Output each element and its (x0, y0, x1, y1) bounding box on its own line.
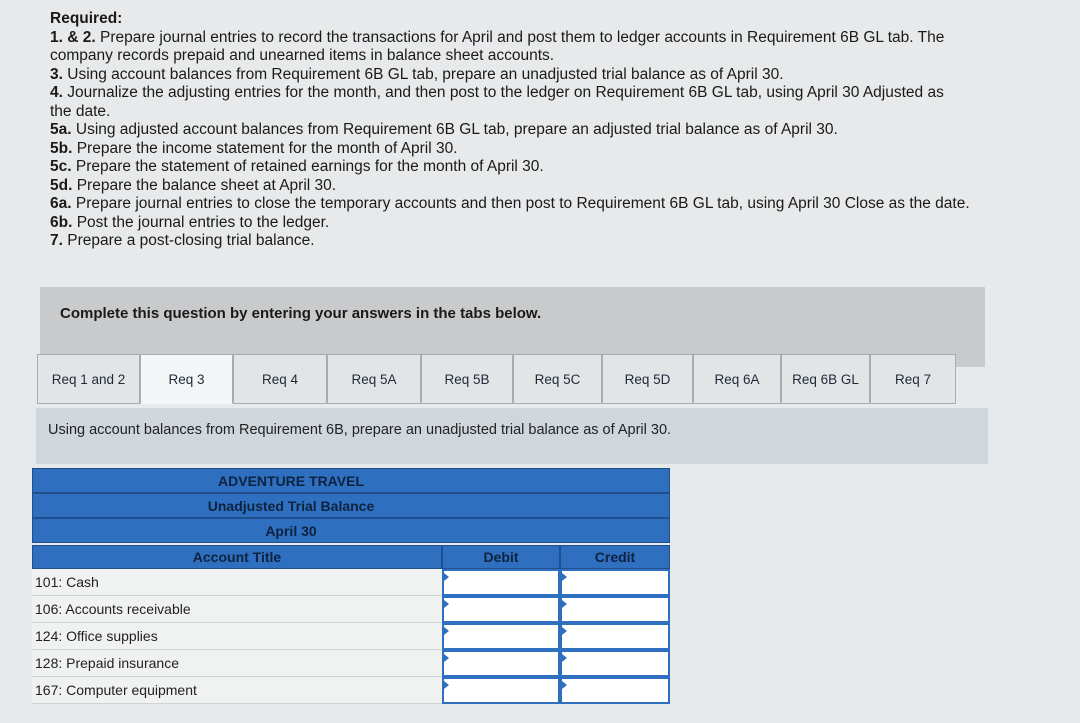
column-header-debit-label: Debit (483, 549, 519, 565)
requirement-text: Using account balances from Requirement 6B GL tab, prepare an unadjusted trial balance as of April 30. (62, 65, 784, 83)
cell-marker-icon (562, 600, 567, 608)
instruction-band (36, 408, 988, 464)
requirement-number: 5d. (50, 176, 73, 194)
tab-req-5a[interactable] (327, 354, 421, 404)
requirement-text: company records prepaid and unearned items in balance sheet accounts. (50, 47, 555, 64)
credit-input[interactable] (560, 650, 670, 677)
tab-label: Req 5C (534, 371, 581, 387)
table-row (32, 596, 670, 623)
account-title-cell: 124: Office supplies (32, 623, 442, 650)
tab-label: Req 5A (351, 371, 397, 387)
requirement-number: 6b. (50, 213, 73, 231)
debit-input[interactable] (442, 596, 560, 623)
tab-req-6b-gl[interactable] (781, 354, 870, 404)
account-title-cell: 128: Prepaid insurance (32, 650, 442, 677)
cell-marker-icon (562, 627, 567, 635)
tab-label: Req 3 (168, 371, 205, 387)
tab-req-4[interactable] (233, 354, 327, 404)
requirement-number: 1. & 2. (50, 28, 96, 46)
requirement-text: the date. (50, 102, 111, 120)
requirement-line (50, 66, 1060, 85)
column-header-debit (442, 545, 560, 569)
instruction-text: Using account balances from Requirement 6B, prepare an unadjusted trial balance as of April 30. (48, 422, 672, 438)
requirement-number: 6a. (50, 195, 72, 212)
column-header-credit-label: Credit (594, 549, 636, 565)
debit-input[interactable] (442, 569, 560, 596)
requirement-line (50, 214, 1060, 233)
company-name-row (32, 468, 670, 493)
requirement-text: Prepare the income statement for the month of April 30. (72, 139, 458, 157)
requirement-line (50, 29, 1060, 48)
tab-label: Req 1 and 2 (51, 371, 126, 387)
requirement-number: 3. (50, 65, 63, 83)
requirement-number: 4. (50, 84, 63, 101)
debit-input[interactable] (442, 650, 560, 677)
tab-req-1-and-2[interactable] (37, 354, 140, 404)
tab-req-5b[interactable] (421, 354, 513, 404)
requirement-number: 5c. (50, 158, 72, 175)
requirement-line (50, 140, 1060, 159)
statement-date: April 30 (265, 522, 317, 539)
credit-input[interactable] (560, 596, 670, 623)
tab-req-5c[interactable] (513, 354, 602, 404)
tab-label: Req 7 (894, 371, 932, 387)
requirement-text: Prepare the balance sheet at April 30. (72, 176, 337, 194)
requirement-line (50, 177, 1060, 196)
panel-heading: Complete this question by entering your answers in the tabs below. (60, 305, 542, 322)
required-title: Required: (50, 10, 123, 27)
column-header-account-label: Account Title (192, 549, 282, 565)
debit-input[interactable] (442, 677, 560, 704)
tab-label: Req 5D (624, 371, 671, 387)
requirements-text (50, 10, 1060, 251)
cell-marker-icon (444, 600, 449, 608)
cell-marker-icon (562, 681, 567, 689)
requirement-text: Prepare a post-closing trial balance. (62, 232, 315, 249)
requirement-text: Prepare journal entries to record the transactions for April and post them to ledger accounts in Requirement 6B GL tab. The (95, 28, 945, 46)
table-row (32, 650, 670, 677)
tab-label: Req 5B (444, 371, 490, 387)
cell-marker-icon (444, 654, 449, 662)
credit-input[interactable] (560, 623, 670, 650)
requirement-number: 5b. (50, 139, 73, 157)
requirement-text: Post the journal entries to the ledger. (72, 213, 330, 231)
statement-title-row (32, 493, 670, 518)
table-row (32, 623, 670, 650)
credit-input[interactable] (560, 677, 670, 704)
tab-req-5d[interactable] (602, 354, 693, 404)
cell-marker-icon (562, 654, 567, 662)
cell-marker-icon (444, 573, 449, 581)
requirement-text: Prepare journal entries to close the temporary accounts and then post to Requirement 6B GL tab, using April 30 Close as the date. (71, 195, 970, 212)
statement-date-row (32, 518, 670, 543)
tab-req-7[interactable] (870, 354, 956, 404)
statement-title: Unadjusted Trial Balance (207, 497, 375, 514)
credit-input[interactable] (560, 569, 670, 596)
requirement-line (50, 84, 1060, 103)
tab-label: Req 4 (261, 371, 299, 387)
column-header-account (32, 545, 442, 569)
table-row (32, 677, 670, 704)
tab-req-6a[interactable] (693, 354, 781, 404)
requirement-line (50, 158, 1060, 177)
account-title-cell: 101: Cash (32, 569, 442, 596)
requirement-line (50, 121, 1060, 140)
account-title-cell: 106: Accounts receivable (32, 596, 442, 623)
cell-marker-icon (562, 573, 567, 581)
tab-req-3[interactable] (140, 354, 233, 404)
requirements-list (50, 29, 1060, 251)
requirement-text: Using adjusted account balances from Requirement 6B GL tab, prepare an adjusted trial balance as of April 30. (71, 121, 838, 138)
table-row (32, 569, 670, 596)
requirement-number: 7. (50, 232, 63, 249)
requirement-text: Journalize the adjusting entries for the month, and then post to the ledger on Requirement 6B GL tab, using April 30 Adjusted as (62, 84, 944, 101)
column-header-credit (560, 545, 670, 569)
requirement-line (50, 103, 1060, 122)
cell-marker-icon (444, 681, 449, 689)
tab-label: Req 6B GL (792, 371, 859, 387)
requirement-line (50, 232, 1060, 251)
tab-label: Req 6A (714, 371, 760, 387)
debit-input[interactable] (442, 623, 560, 650)
requirement-text: Prepare the statement of retained earnings for the month of April 30. (71, 158, 544, 175)
requirement-line (50, 195, 1060, 214)
requirement-number: 5a. (50, 121, 72, 138)
requirement-line (50, 47, 1060, 66)
company-name: ADVENTURE TRAVEL (218, 472, 364, 489)
account-title-cell: 167: Computer equipment (32, 677, 442, 704)
cell-marker-icon (444, 627, 449, 635)
